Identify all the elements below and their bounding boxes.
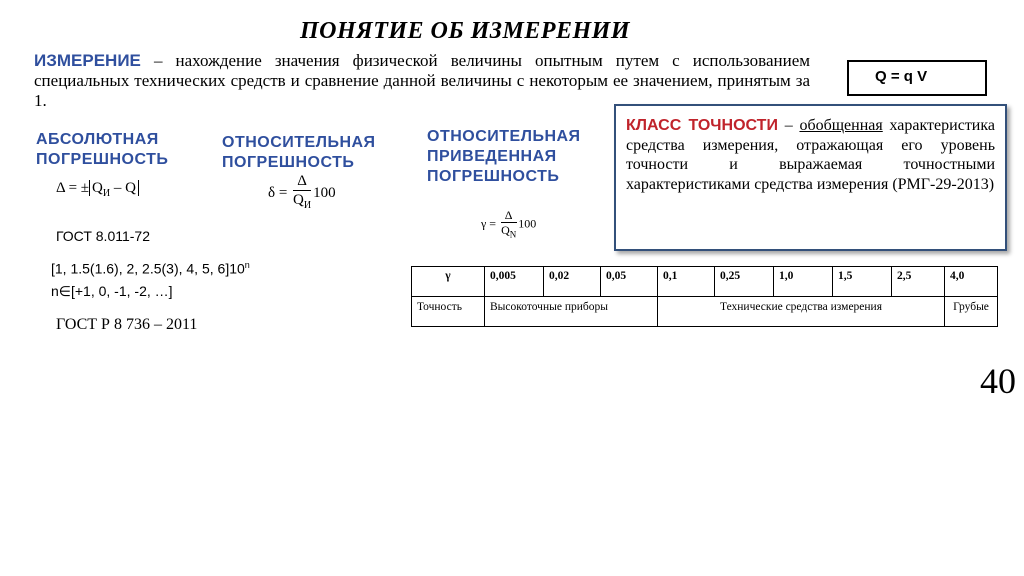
table-cell: 4,0 bbox=[945, 267, 998, 297]
table-cell: 0,25 bbox=[715, 267, 774, 297]
group-rough: Грубые bbox=[945, 297, 998, 327]
relative-heading-line2: ПОГРЕШНОСТЬ bbox=[222, 154, 355, 171]
group-high-precision: Высокоточные приборы bbox=[485, 297, 658, 327]
accuracy-class-dash: – bbox=[777, 117, 800, 134]
reduced-numerator: Δ bbox=[501, 208, 517, 223]
reduced-heading-line2: ПРИВЕДЕННАЯ bbox=[427, 148, 557, 165]
table-cell: 1,5 bbox=[833, 267, 892, 297]
absolute-formula-sub: И bbox=[102, 188, 111, 199]
relative-numerator: Δ bbox=[293, 172, 311, 191]
table-cell: 1,0 bbox=[774, 267, 833, 297]
relative-denominator-sub: И bbox=[303, 200, 312, 211]
n-range-line: n∈[+1, 0, -1, -2, …] bbox=[51, 283, 173, 299]
reduced-heading-line1: ОТНОСИТЕЛЬНАЯ bbox=[427, 128, 581, 145]
table-row-label: Точность bbox=[412, 297, 485, 327]
reduced-denominator-sub: N bbox=[509, 229, 517, 240]
gost-r-8-736-2011: ГОСТ Р 8 736 – 2011 bbox=[56, 316, 198, 333]
table-cell: 0,05 bbox=[601, 267, 658, 297]
table-cell: 0,005 bbox=[485, 267, 544, 297]
table-cell: 0,1 bbox=[658, 267, 715, 297]
table-cell: 0,02 bbox=[544, 267, 601, 297]
reduced-symbol: γ = bbox=[481, 216, 497, 231]
reduced-denominator: Q bbox=[501, 223, 510, 237]
relative-denominator: Q bbox=[293, 192, 304, 208]
relative-heading-line1: ОТНОСИТЕЛЬНАЯ bbox=[222, 134, 376, 151]
table-row bbox=[412, 297, 998, 327]
reduced-error-formula bbox=[481, 208, 536, 241]
absolute-formula-left: Δ = ± bbox=[56, 180, 90, 196]
reduced-factor: 100 bbox=[518, 216, 537, 231]
absolute-error-heading bbox=[36, 130, 168, 170]
gost-8-011-72: ГОСТ 8.011-72 bbox=[56, 228, 151, 244]
relative-factor: 100 bbox=[313, 184, 336, 201]
accuracy-class-text: характеристика средства измерения, отражающая его уровень точности и выражаемая точностными характеристиками средства измерения (РМГ-29-2013) bbox=[626, 117, 995, 193]
relative-error-heading bbox=[222, 133, 376, 173]
preferred-series-line bbox=[51, 260, 250, 277]
accuracy-class-box bbox=[614, 104, 1007, 251]
page-number: 40 bbox=[980, 361, 1016, 401]
measurement-definition bbox=[34, 51, 810, 111]
table-cell: γ bbox=[412, 267, 485, 297]
absolute-formula-right: – Q bbox=[110, 180, 136, 196]
absolute-error-formula bbox=[56, 180, 139, 199]
reduced-error-heading bbox=[427, 127, 581, 187]
absolute-heading-line2: ПОГРЕШНОСТЬ bbox=[36, 151, 169, 168]
relative-symbol: δ = bbox=[268, 184, 288, 201]
quantity-formula-box: Q = q V bbox=[847, 60, 987, 96]
group-technical: Технические средства измерения bbox=[658, 297, 945, 327]
relative-error-formula bbox=[268, 172, 336, 215]
page-title: ПОНЯТИЕ ОБ ИЗМЕРЕНИИ bbox=[300, 18, 631, 44]
definition-term: ИЗМЕРЕНИЕ bbox=[34, 51, 141, 70]
definition-text: – нахождение значения физической величины опытным путем с использованием специальных технических средств и сравнение данной величины с некоторым ее значением, принятым за 1. bbox=[34, 51, 810, 110]
accuracy-class-underlined: обобщенная bbox=[799, 117, 883, 134]
table-header-row bbox=[412, 267, 998, 297]
accuracy-class-table bbox=[411, 266, 998, 327]
table-cell: 2,5 bbox=[892, 267, 945, 297]
absolute-heading-line1: АБСОЛЮТНАЯ bbox=[36, 131, 159, 148]
series-exponent: n bbox=[244, 260, 250, 270]
absolute-formula-q: Q bbox=[92, 180, 103, 196]
accuracy-class-term: КЛАСС ТОЧНОСТИ bbox=[626, 117, 778, 134]
series-values: [1, 1.5(1.6), 2, 2.5(3), 4, 5, 6]10 bbox=[51, 260, 245, 277]
reduced-heading-line3: ПОГРЕШНОСТЬ bbox=[427, 168, 560, 185]
